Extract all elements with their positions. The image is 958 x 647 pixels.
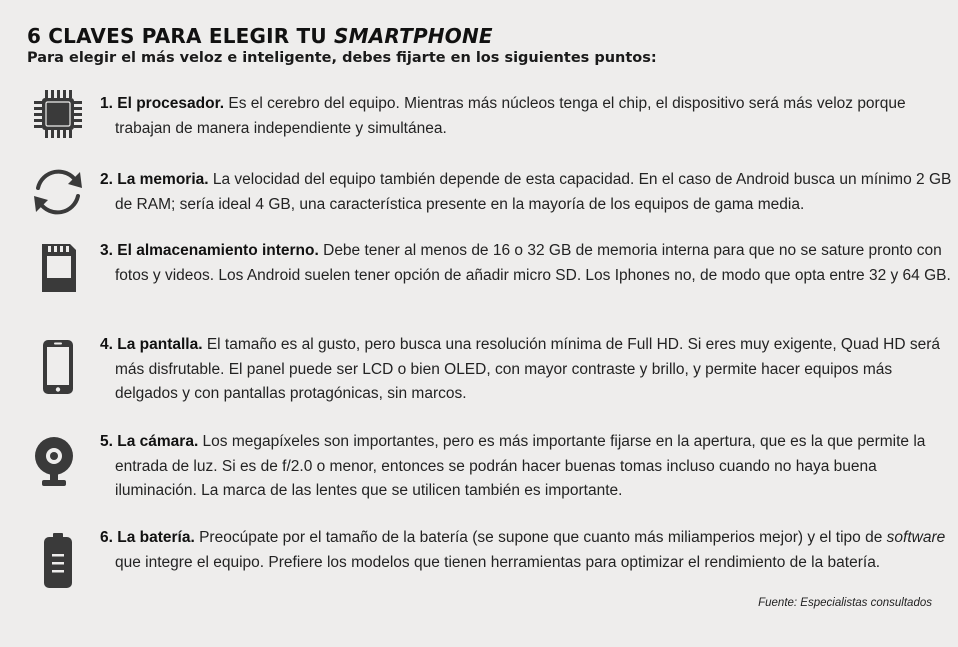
processor-chip-icon [30, 86, 86, 142]
memory-cycle-icon [30, 164, 86, 220]
page-subtitle: Para elegir el más veloz e inteligente, debes fijarte en los siguientes puntos: [27, 50, 657, 66]
item-heading: El almacenamiento interno. [117, 242, 319, 259]
item-number: 3. [100, 242, 113, 259]
item-body: La velocidad del equipo también depende de esta capacidad. En el caso de Android busca un mínimo 2 GB de RAM; sería ideal 4 GB, una característica presente en la mayoría de los equipos de gama media. [115, 171, 952, 213]
item-heading: El procesador. [117, 95, 225, 112]
item-text [100, 92, 955, 141]
item-heading: La pantalla. [117, 336, 203, 353]
item-body-end: que integre el equipo. Prefiere los modelos que tienen herramientas para optimizar el rendimiento de la batería. [115, 553, 881, 571]
item-heading: La cámara. [117, 433, 199, 450]
sd-card-icon [30, 240, 86, 296]
item-body: Preocúpate por el tamaño de la batería (se supone que cuanto más miliamperios mejor) y el tipo de [194, 529, 887, 546]
page-title [27, 24, 493, 48]
item-text [100, 239, 955, 288]
item-body: Los megapíxeles son importantes, pero es más importante fijarse en la apertura, que es la que permite la entrada de luz. Si es de f/2.0 o menor, entonces se podrán hacer buenas tomas incluso cuando no haya buena iluminación. La marca de las lentes que se utilicen también es importante. [115, 433, 926, 499]
item-heading: La memoria. [117, 171, 209, 188]
item-number: 6. [100, 529, 113, 546]
item-number: 1. [100, 95, 113, 112]
item-body: El tamaño es al gusto, pero busca una resolución mínima de Full HD. Si eres muy exigente, Quad HD será más disfrutable. El panel puede ser LCD o bien OLED, con mayor contraste y brillo, y permite hacer equipos más delgados y con pantallas protagónicas, sin marcos. [115, 336, 940, 402]
item-text [100, 333, 955, 407]
item-number: 4. [100, 336, 113, 353]
smartphone-screen-icon [30, 338, 86, 394]
source-note: Fuente: Especialistas consultados [758, 597, 932, 609]
item-text [100, 430, 955, 504]
title-prefix: 6 CLAVES PARA ELEGIR TU [27, 24, 335, 48]
battery-icon [30, 532, 86, 588]
item-number: 5. [100, 433, 113, 450]
item-heading: La batería. [117, 529, 195, 546]
title-emphasis: SMARTPHONE [334, 24, 493, 48]
item-body: Debe tener al menos de 16 o 32 GB de memoria interna para que no se sature pronto con fotos y videos. Los Android suelen tener opción de añadir micro SD. Los Iphones no, de modo que opta entre 32 y 64 GB. [115, 242, 951, 284]
item-text [100, 168, 955, 217]
item-body: Es el cerebro del equipo. Mientras más núcleos tenga el chip, el dispositivo será más veloz porque trabajan de manera independiente y simultánea. [115, 95, 906, 137]
item-number: 2. [100, 171, 113, 188]
webcam-icon [30, 432, 86, 488]
item-text [100, 526, 955, 575]
item-body-emphasis: software [886, 529, 946, 546]
